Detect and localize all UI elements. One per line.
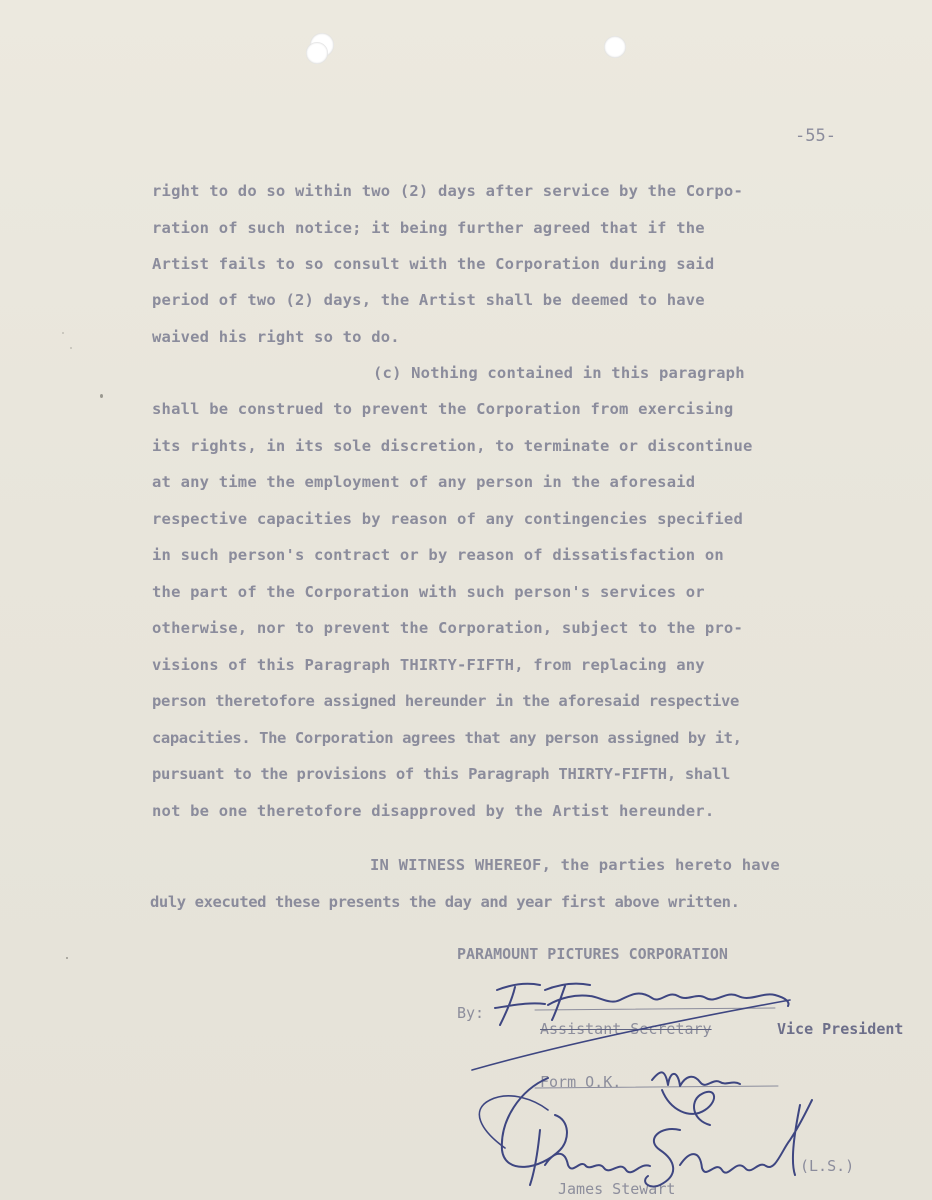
form-ok-initials (652, 1072, 740, 1125)
stewart-signature (502, 1078, 812, 1187)
company-name: PARAMOUNT PICTURES CORPORATION (457, 945, 728, 963)
body-line: visions of this Paragraph THIRTY-FIFTH, from replacing any (152, 656, 705, 674)
freeman-signature (495, 984, 788, 1025)
body-line: capacities. The Corporation agrees that any person assigned by it, (152, 729, 742, 747)
punch-hole-right (604, 36, 626, 58)
paper-speck (66, 957, 68, 959)
stewart-loop (479, 1096, 548, 1148)
body-line: in such person's contract or by reason of dissatisfaction on (152, 546, 724, 564)
body-line: its rights, in its sole discretion, to terminate or discontinue (152, 437, 753, 455)
body-line: pursuant to the provisions of this Paragraph THIRTY-FIFTH, shall (152, 765, 731, 783)
body-line: period of two (2) days, the Artist shall be deemed to have (152, 291, 705, 309)
body-line: ration of such notice; it being further agreed that if the (152, 219, 705, 237)
paper-speck (62, 332, 64, 334)
witness-line: IN WITNESS WHEREOF, the parties hereto have (370, 856, 780, 874)
struck-title: Assistant Secretary (540, 1020, 712, 1038)
signature-line (535, 1008, 775, 1010)
by-label: By: (457, 1004, 485, 1022)
body-line: not be one theretofore disapproved by the Artist hereunder. (152, 802, 715, 820)
body-line: right to do so within two (2) days after service by the Corpo- (152, 182, 743, 200)
ls-mark: (L.S.) (800, 1157, 855, 1175)
punch-hole-left-lower (306, 42, 328, 64)
body-line: at any time the employment of any person in the aforesaid (152, 473, 696, 491)
officer-title: Vice President (777, 1020, 904, 1038)
body-line: (c) Nothing contained in this paragraph (373, 364, 745, 382)
artist-name: James Stewart (558, 1180, 676, 1198)
paper-speck (70, 347, 72, 349)
body-line: Artist fails to so consult with the Corporation during said (152, 255, 715, 273)
body-line: respective capacities by reason of any contingencies specified (152, 510, 743, 528)
body-line: shall be construed to prevent the Corporation from exercising (152, 400, 734, 418)
witness-line: duly executed these presents the day and year first above written. (150, 893, 740, 911)
page-number: -55- (795, 126, 836, 146)
body-line: the part of the Corporation with such person's services or (152, 583, 705, 601)
form-ok-label: Form O.K. (540, 1073, 622, 1091)
body-line: person theretofore assigned hereunder in the aforesaid respective (152, 692, 740, 710)
body-line: waived his right so to do. (152, 328, 400, 346)
body-line: otherwise, nor to prevent the Corporation, subject to the pro- (152, 619, 743, 637)
paper-speck (100, 394, 103, 398)
